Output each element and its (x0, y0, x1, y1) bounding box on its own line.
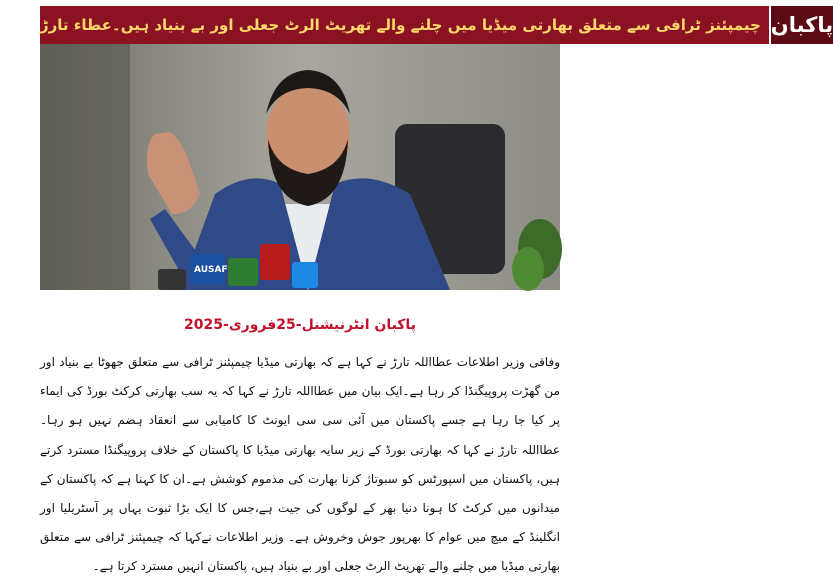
mic-label-ausaf: AUSAF (194, 265, 228, 275)
mic-flag-3 (260, 244, 290, 280)
header-banner (40, 6, 833, 44)
news-photo (40, 44, 560, 290)
dateline: پاکبان انٹرنیشنل-25فروری-2025 (184, 317, 416, 333)
article-body (40, 348, 560, 582)
brand-logo (769, 6, 833, 44)
mic-flag-4 (292, 262, 318, 288)
article-paragraph: وفاقی وزیر اطلاعات عطااللہ تارڑ نے کہا ہے کہ بھارتی میڈیا چیمپئنز ٹرافی سے متعلق جھوٹا بے بنیاد اور من گھڑت پروپیگنڈا کر رہا ہے۔ایک بیان میں عطااللہ تارڑ نے کہا کہ یہ سب بھارتی کرکٹ بورڈ کی ایماء پر کیا جا رہا ہے جسے پاکستان میں آئی سی سی ایونٹ کا کامیابی سے انعقاد ہضم نہیں ہو رہا۔ عطااللہ تارڑ نے کہا کہ بھارتی بورڈ کے زیر سایہ بھارتی میڈیا کا پاکستان کے خلاف پروپیگنڈا مسترد کرتے ہیں، پاکستان میں اسپورٹس کو سبوتاژ کرنا بھارت کی مذموم کوشش ہے۔ان کا کہنا ہے کہ پاکستان کے میدانوں میں کرکٹ کا ہونا دنیا بھر کے لوگوں کی جیت ہے،جس کا ایک بڑا ثبوت یہاں پر آسٹریلیا اور انگلینڈ کے میچ میں عوام کا بھرپور جوش وخروش ہے۔ وزیر اطلاعات نےکہا کہ چیمپئنز ٹرافی سے متعلق بھارتی میڈیا میں چلنے والے تھریٹ الرٹ جعلی اور بے بنیاد ہیں، پاکستان انہیں مسترد کرتا ہے۔ (40, 355, 560, 574)
press-conference-photo (40, 44, 560, 290)
left-wall-shadow (40, 44, 130, 290)
mic-flag-5 (158, 269, 186, 290)
headline-box (40, 6, 769, 44)
mic-flag-2 (228, 258, 258, 286)
headline: چیمپئنز ٹرافی سے متعلق بھارتی میڈیا میں چلنے والے تھریٹ الرٹ جعلی اور بے بنیاد ہیں۔عطاء تارڑ (40, 16, 761, 34)
brand-name: پاکبان (770, 13, 833, 37)
